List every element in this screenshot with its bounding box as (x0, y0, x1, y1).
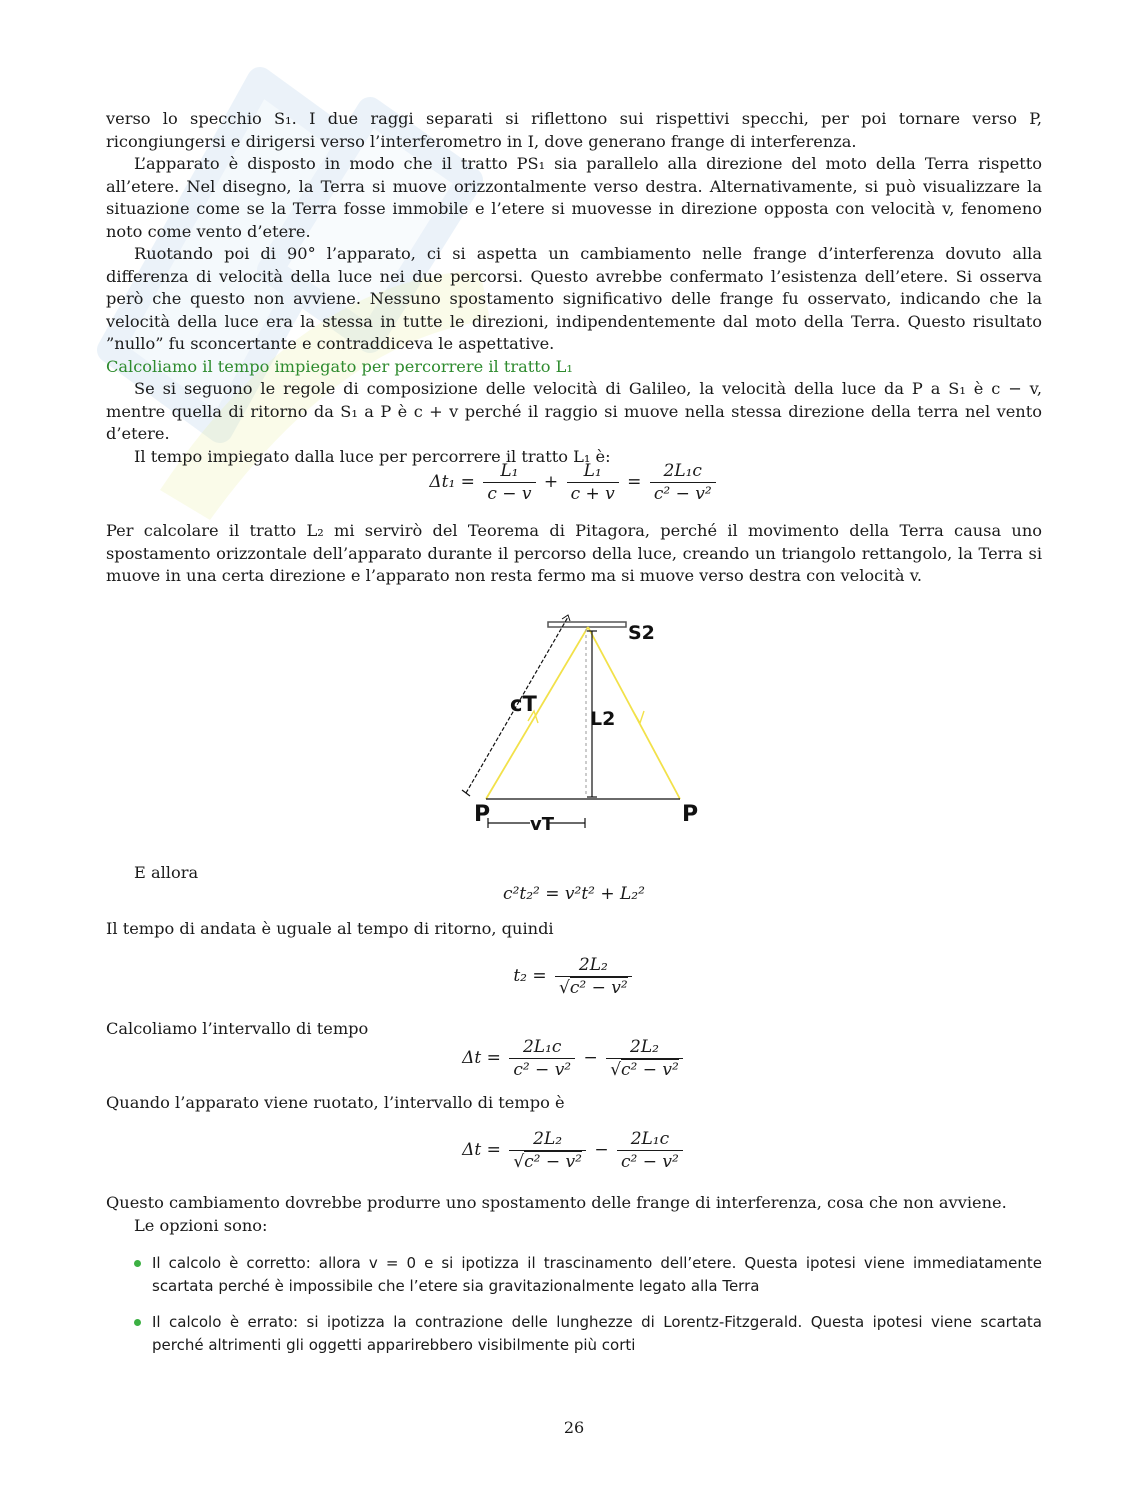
andata-ritorno (106, 918, 1042, 941)
label-s2: S2 (628, 622, 655, 644)
paragraph-1: verso lo specchio S₁. I due raggi separati si riflettono sui rispettivi specchi, per poi tornare verso P, ricongiungersi e dirigersi verso l’interferometro in I, dove generano frange di interferenza. (106, 109, 1042, 151)
equation-delta-t: Δt = $\frac{\text{2L₁c}}{\text{c² − v²}}$ − $\frac{\text{2L₂}}{\text{√c² − v²}}$ (106, 1036, 1042, 1081)
paragraph-11: Questo cambiamento dovrebbe produrre uno spostamento delle frange di interferenza, cosa che non avviene. (106, 1193, 1007, 1212)
page-number: 26 (563, 1418, 585, 1437)
label-vt: vT (530, 814, 555, 835)
equation-delta-t-rotated: Δt = $\frac{\text{2L₂}}{\text{√c² − v²}}$ − $\frac{\text{2L₁c}}{\text{c² − v²}}$ (106, 1128, 1042, 1173)
paragraph-5: Il tempo impiegato dalla luce per percorrere il tratto L₁ è: (134, 446, 611, 466)
intro-text (106, 108, 1042, 468)
section-heading: Calcoliamo il tempo impiegato per percorrere il tratto L₁ (106, 356, 573, 376)
bullet-text: Il calcolo è corretto: allora v = 0 e si ipotizza il trascinamento dell’etere. Questa ipotesi viene immediatamente scartata perché è impossibile che l’etere sia gravitazionalmente legato alla Terra (152, 1254, 1042, 1295)
ct-end-cap (462, 790, 470, 796)
e-allora (106, 862, 1042, 885)
paragraph-7: E allora (134, 863, 199, 882)
equation-pitagora: c²t₂² = v²t² + L₂² (503, 884, 645, 904)
mirror-s2 (548, 622, 626, 627)
pitagora-text (106, 520, 1042, 588)
paragraph-10: Quando l’apparato viene ruotato, l’intervallo di tempo è (106, 1093, 565, 1112)
conclusion-text (106, 1192, 1042, 1237)
ray-down-arrow (633, 711, 644, 723)
bullet-dot-icon (134, 1319, 141, 1326)
equation-delta-t1: Δt₁ = $\frac{\text{L₁}}{c - v}$ + $\frac{\text{L₁}}{c + v}$ = $\frac{\text{2L₁c}}{\text{c² − v²}}$ (106, 460, 1042, 505)
paragraph-2: L’apparato è disposto in modo che il tratto PS₁ sia parallelo alla direzione del moto della Terra rispetto all’etere. Nel disegno, la Terra si muove orizzontalmente verso destra. Alternativamente, si può visualizzare la situazione come se la Terra fosse immobile e l’etere si muovesse in direzione opposta con velocità v, fenomeno noto come vento d’etere. (106, 154, 1042, 241)
apparato-ruotato (106, 1092, 1042, 1115)
options-list (130, 1252, 1042, 1370)
equation-t2: t₂ = $\frac{\text{2L₂}}{\text{√c² − v²}}$ (106, 954, 1042, 999)
label-ct: cT (510, 692, 537, 716)
ray-up (486, 627, 588, 799)
list-item (130, 1252, 1042, 1297)
bullet-dot-icon (134, 1260, 141, 1267)
paragraph-12: Le opzioni sono: (134, 1215, 268, 1235)
interferometer-figure (440, 605, 710, 845)
paragraph-8: Il tempo di andata è uguale al tempo di ritorno, quindi (106, 919, 554, 938)
label-l2: L2 (590, 708, 616, 730)
paragraph-4: Se si seguono le regole di composizione delle velocità di Galileo, la velocità della luce da P a S₁ è c − v, mentre quella di ritorno da S₁ a P è c + v perché il raggio si muove nella stessa direzione della terra nel vento d’etere. (106, 379, 1042, 443)
paragraph-9: Calcoliamo l’intervallo di tempo (106, 1019, 369, 1038)
label-p-right: P (682, 802, 699, 827)
bullet-text: Il calcolo è errato: si ipotizza la contrazione delle lunghezze di Lorentz-Fitzgerald. Questa ipotesi viene scartata perché altrimenti gli oggetti apparirebbero visibilmente più corti (152, 1313, 1042, 1354)
label-p-left: P (474, 802, 491, 827)
paragraph-6: Per calcolare il tratto L₂ mi servirò del Teorema di Pitagora, perché il movimento della Terra causa uno spostamento orizzontale dell’apparato durante il percorso della luce, creando un triangolo rettangolo, la Terra si muove in una certa direzione e l’apparato non resta fermo ma si muove verso destra con velocità v. (106, 521, 1042, 585)
paragraph-3: Ruotando poi di 90° l’apparato, ci si aspetta un cambiamento nelle frange d’interferenza dovuto alla differenza di velocità della luce nei due percorsi. Questo avrebbe confermato l’esistenza dell’etere. Si osserva però che questo non avviene. Nessuno spostamento significativo delle frange fu osservato, indicando che la velocità della luce era la stessa in tutte le direzioni, indipendentemente dal moto della Terra. Questo risultato ”nullo” fu sconcertante e contraddiceva le aspettative. (106, 244, 1042, 353)
list-item (130, 1311, 1042, 1356)
